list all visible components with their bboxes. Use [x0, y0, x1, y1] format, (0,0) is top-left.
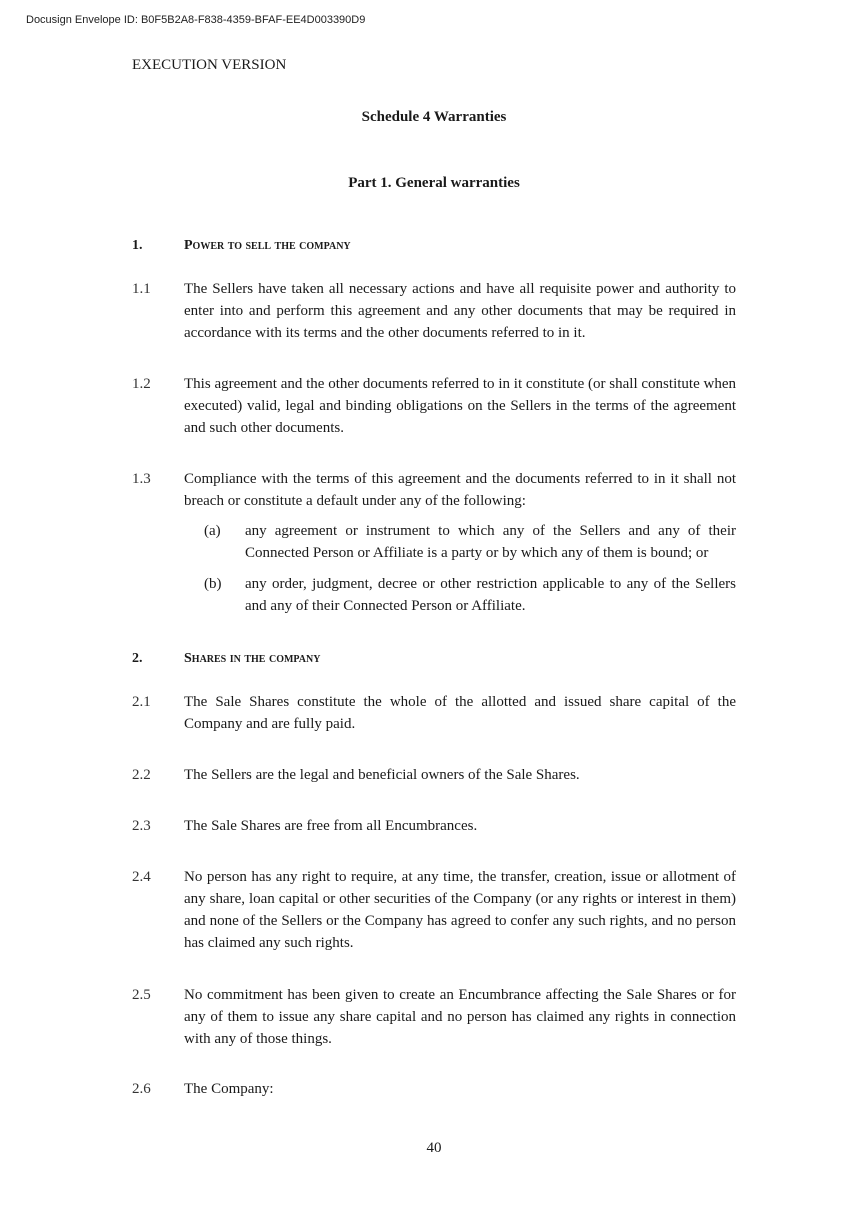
clause-number: 1.1	[132, 281, 151, 297]
schedule-title: Schedule 4 Warranties	[361, 109, 507, 125]
subclause-text: any order, judgment, decree or other restriction applicable to any of the Sellers and any of their Connected Person or Affiliate.	[245, 576, 736, 614]
section-title: Power to sell the company	[184, 238, 351, 253]
clause-1-2	[132, 373, 736, 439]
clause-2-2	[132, 764, 736, 786]
clause-number: 1.3	[132, 471, 151, 487]
clause-2-4	[132, 866, 736, 954]
clause-1-3	[132, 468, 736, 512]
subclause-number: (b)	[204, 576, 222, 592]
subclause-number: (a)	[204, 523, 221, 539]
clause-number: 2.2	[132, 767, 151, 783]
clause-text: The Sale Shares constitute the whole of the allotted and issued share capital of the Company and are fully paid.	[184, 694, 736, 732]
section-number: 1.	[132, 238, 143, 253]
clause-number: 2.5	[132, 987, 151, 1003]
clause-text: No commitment has been given to create an Encumbrance affecting the Sale Shares or for any of them to issue any share capital and no person has claimed any rights in connection with any of those things.	[184, 987, 736, 1047]
clause-text: The Sale Shares are free from all Encumbrances.	[184, 818, 478, 834]
clause-2-5	[132, 984, 736, 1050]
part-title: Part 1. General warranties	[348, 175, 520, 191]
execution-version-label: EXECUTION VERSION	[132, 57, 287, 73]
clause-2-3	[132, 815, 736, 837]
clause-2-6	[132, 1078, 736, 1100]
envelope-id: Docusign Envelope ID: B0F5B2A8-F838-4359-BFAF-EE4D003390D9	[26, 14, 366, 26]
clause-number: 2.6	[132, 1081, 151, 1097]
clause-text: Compliance with the terms of this agreement and the documents referred to in it shall not breach or constitute a default under any of the following:	[184, 471, 736, 509]
clause-text: This agreement and the other documents referred to in it constitute (or shall constitute when executed) valid, legal and binding obligations on the Sellers in the terms of the agreement and such other documents.	[184, 376, 736, 436]
clause-text: The Sellers have taken all necessary actions and have all requisite power and authority to enter into and perform this agreement and any other documents that may be required in accordance with its terms and the other documents referred to in it.	[184, 281, 736, 341]
clause-number: 2.4	[132, 869, 151, 885]
clause-number: 2.1	[132, 694, 151, 710]
subclause-1-3-b	[204, 573, 736, 617]
page-number: 40	[426, 1140, 442, 1156]
clause-1-1	[132, 278, 736, 344]
clause-number: 2.3	[132, 818, 151, 834]
clause-number: 1.2	[132, 376, 151, 392]
section-number: 2.	[132, 651, 143, 666]
clause-2-1	[132, 691, 736, 735]
clause-text: The Sellers are the legal and beneficial owners of the Sale Shares.	[184, 767, 580, 783]
subclause-1-3-a	[204, 520, 736, 564]
subclause-text: any agreement or instrument to which any of the Sellers and any of their Connected Person or Affiliate is a party or by which any of them is bound; or	[245, 523, 736, 561]
clause-text: The Company:	[184, 1081, 274, 1097]
section-title: Shares in the company	[184, 651, 321, 666]
clause-text: No person has any right to require, at any time, the transfer, creation, issue or allotment of any share, loan capital or other securities of the Company (or any rights or interest in them) and none of the Sellers or the Company has agreed to confer any such rights, and no person has claimed any such rights.	[184, 869, 736, 951]
